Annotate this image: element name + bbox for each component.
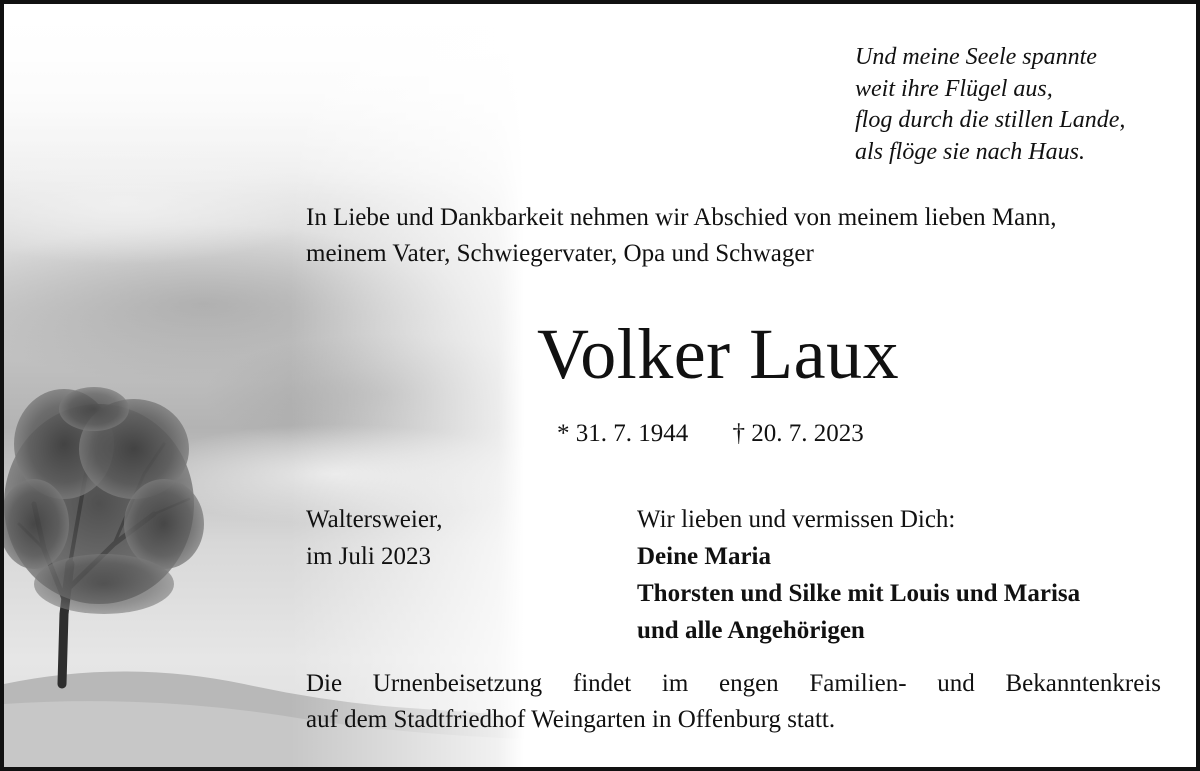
- mourner-name: Thorsten und Silke mit Louis und Marisa: [637, 580, 1081, 607]
- mourner-name: und alle Angehörigen: [637, 617, 865, 644]
- burial-notice: [306, 666, 1161, 738]
- birth-date: * 31. 7. 1944: [557, 420, 689, 447]
- mourners-heading: Wir lieben und vermissen Dich:: [637, 506, 956, 533]
- intro-line: In Liebe und Dankbarkeit nehmen wir Abschied von meinem lieben Mann,: [306, 204, 1057, 231]
- death-date: † 20. 7. 2023: [732, 420, 864, 447]
- farewell-intro: [306, 200, 1176, 272]
- notice-line: Die Urnenbeisetzung findet im engen Familien- und Bekanntenkreis: [306, 670, 1161, 697]
- poem-line: als flöge sie nach Haus.: [855, 138, 1085, 165]
- deceased-name: Volker Laux: [537, 314, 900, 394]
- poem-line: flog durch die stillen Lande,: [855, 107, 1126, 133]
- intro-line: meinem Vater, Schwiegervater, Opa und Schwager: [306, 240, 814, 267]
- place-line: Waltersweier,: [306, 506, 443, 533]
- poem-line: Und meine Seele spannte: [855, 44, 1097, 70]
- tree-landscape-photo: [4, 4, 524, 771]
- notice-line: auf dem Stadtfriedhof Weingarten in Offenburg statt.: [306, 706, 836, 733]
- mourner-name: Deine Maria: [637, 543, 771, 570]
- life-dates: [557, 417, 864, 451]
- place-and-date: [306, 501, 443, 575]
- mourners-list: [637, 501, 1080, 649]
- poem-line: weit ihre Flügel aus,: [855, 75, 1053, 102]
- poem-verse: [855, 42, 1125, 168]
- date-line: im Juli 2023: [306, 543, 432, 570]
